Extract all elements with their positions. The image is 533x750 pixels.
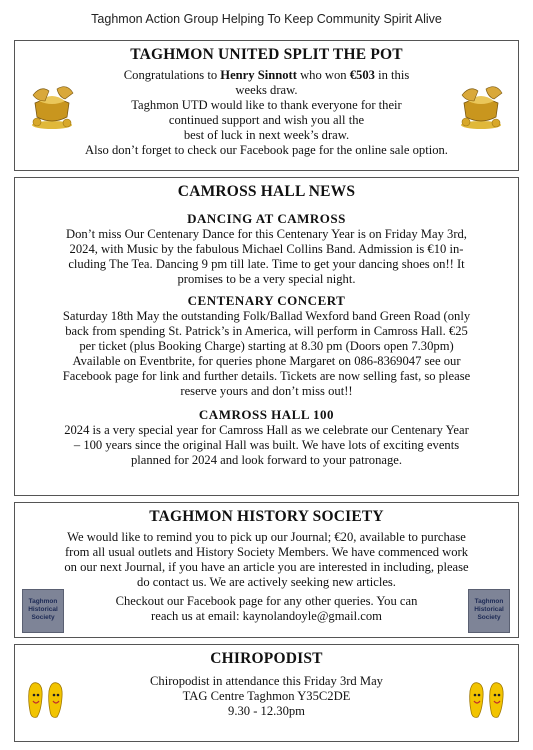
text-line: planned for 2024 and look forward to your patronage. bbox=[130, 453, 403, 467]
history-society-logo: Taghmon Historical Society bbox=[22, 589, 64, 633]
prize-amount: €503 bbox=[349, 68, 375, 82]
text-line: – 100 years since the original Hall was built. We have lots of exciting events bbox=[73, 438, 460, 452]
text-line: Chiropodist in attendance this Friday 3rd May bbox=[150, 674, 383, 688]
text-line: Available on Eventbrite, for queries phone Margaret on 086-8369047 see our bbox=[72, 354, 461, 368]
text-line: 2024, with Music by the fabulous Michael Collins Band. Admission is €10 in- bbox=[69, 242, 464, 256]
text-line: continued support and wish you all the bbox=[168, 113, 365, 127]
text-line: Don’t miss Our Centenary Dance for this Centenary Year is on Friday May 3rd, bbox=[66, 227, 467, 241]
section-title: CAMROSS HALL NEWS bbox=[177, 183, 356, 200]
camross-hall-section bbox=[14, 177, 519, 496]
winner-name: Henry Sinnott bbox=[220, 68, 297, 82]
text-line: We would like to remind you to pick up our Journal; €20, available to purchase bbox=[67, 530, 466, 544]
text-line: cluding The Tea. Dancing 9 pm till late. Time to get your dancing shoes on!! It bbox=[68, 257, 465, 271]
text-line: Checkout our Facebook page for any other queries. You can bbox=[115, 594, 418, 608]
text-line: Also don’t forget to check our Facebook page for the online sale option. bbox=[85, 143, 448, 157]
chiropodist-section bbox=[14, 644, 519, 742]
split-the-pot-section bbox=[14, 40, 519, 171]
history-society-logo: Taghmon Historical Society bbox=[468, 589, 510, 633]
text-line: TAG Centre Taghmon Y35C2DE bbox=[182, 689, 351, 703]
subheading: CENTENARY CONCERT bbox=[187, 293, 346, 308]
pot-of-gold-icon bbox=[27, 81, 77, 131]
text-line: 9.30 - 12.30pm bbox=[228, 704, 305, 718]
pot-of-gold-icon bbox=[456, 81, 506, 131]
text-line: from all usual outlets and History Society Members. We have commenced work bbox=[64, 545, 469, 559]
text-line: Saturday 18th May the outstanding Folk/Ballad Wexford band Green Road (only bbox=[62, 309, 471, 323]
text-segment: who won bbox=[296, 68, 350, 82]
feet-icon bbox=[466, 677, 508, 721]
text-line: on our next Journal, if you have an article you are interested in including, please bbox=[64, 560, 469, 574]
text-line: weeks draw. bbox=[235, 83, 298, 97]
page-header: Taghmon Action Group Helping To Keep Community Spirit Alive bbox=[91, 12, 442, 26]
email-line bbox=[15, 609, 518, 624]
text-line: per ticket (plus Booking Charge) starting at 8.30 pm (Doors open 7.30pm) bbox=[79, 339, 454, 353]
text-line: Facebook page for link and further details. Tickets are now selling fast, so please bbox=[62, 369, 471, 383]
feet-icon bbox=[25, 677, 67, 721]
text-segment: Congratulations to bbox=[123, 68, 221, 82]
text-line: promises to be a very special night. bbox=[177, 272, 356, 286]
subheading: DANCING AT CAMROSS bbox=[187, 211, 346, 226]
text-segment: in this bbox=[374, 68, 410, 82]
history-society-section bbox=[14, 502, 519, 638]
section-title: TAGHMON UNITED SPLIT THE POT bbox=[130, 46, 403, 63]
subheading: CAMROSS HALL 100 bbox=[198, 407, 335, 422]
text-line: best of luck in next week’s draw. bbox=[183, 128, 350, 142]
text-line: do contact us. We are actively seeking new articles. bbox=[137, 575, 396, 589]
text-line: back from spending St. Patrick’s in America, will perform in Camross Hall. €25 bbox=[65, 324, 468, 338]
text-line: Taghmon UTD would like to thank everyone for their bbox=[131, 98, 402, 112]
text-line: 2024 is a very special year for Camross Hall as we celebrate our Centenary Year bbox=[64, 423, 469, 437]
section-title: CHIROPODIST bbox=[210, 650, 323, 667]
email-address[interactable]: kaynolandoyle@gmail.com bbox=[242, 609, 382, 623]
section-title: TAGHMON HISTORY SOCIETY bbox=[149, 508, 384, 525]
text-segment: reach us at email: bbox=[151, 609, 243, 623]
text-line: reserve yours and don’t miss out!! bbox=[180, 384, 353, 398]
congrats-line bbox=[15, 68, 518, 83]
